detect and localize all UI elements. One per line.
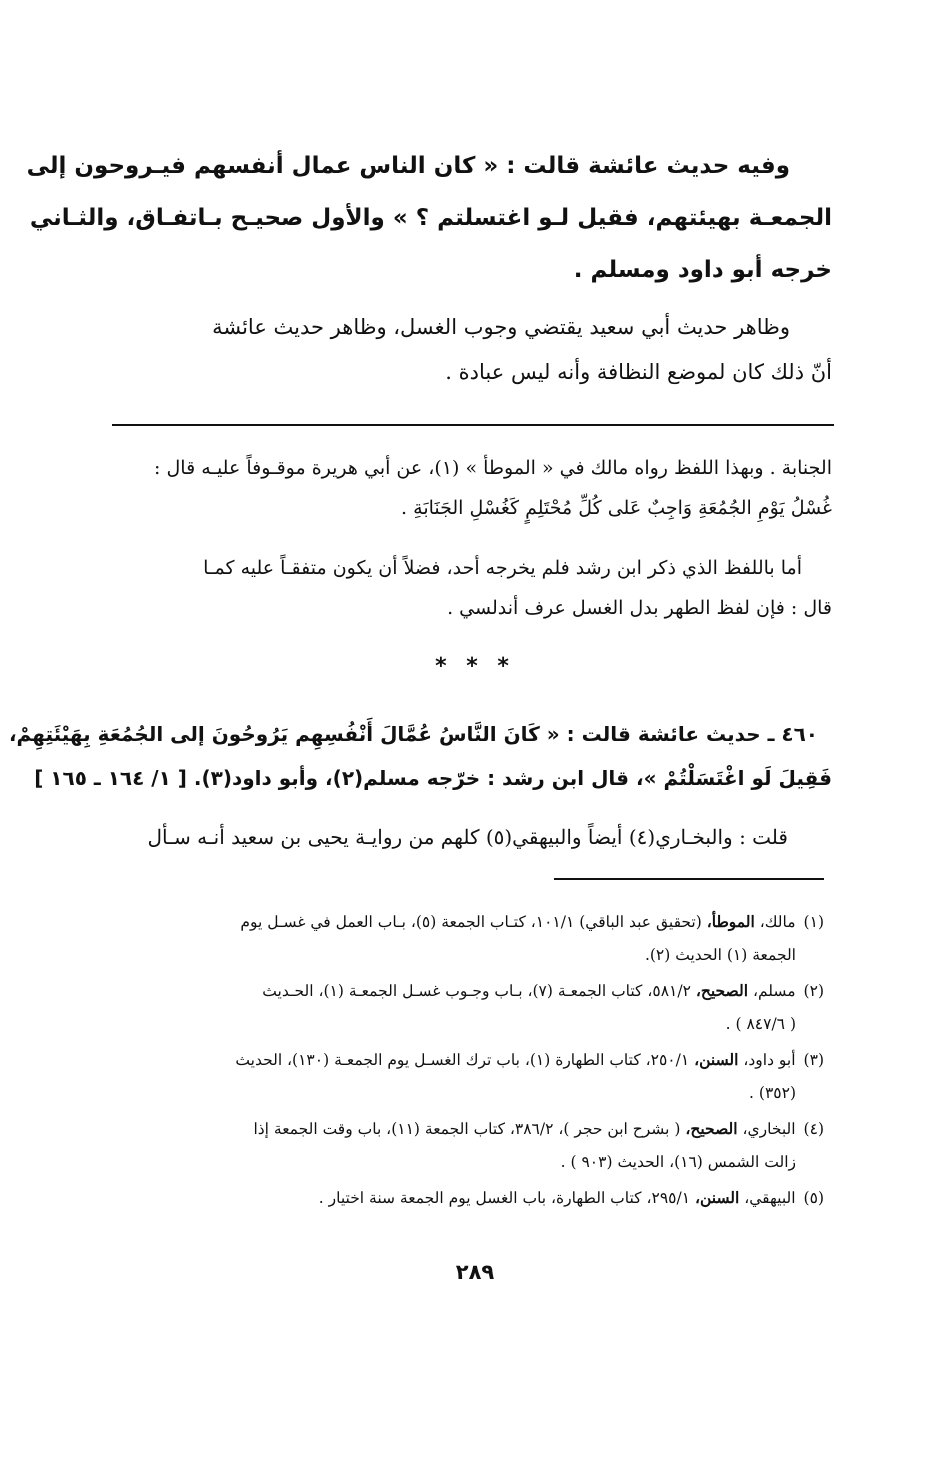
- footnote-line: [112, 1043, 824, 1077]
- footnote-number: (٣): [803, 1051, 824, 1069]
- footnote-number: (٢): [803, 982, 824, 1000]
- footnote-divider: [554, 878, 824, 880]
- footnote-author: أبو داود،: [743, 1051, 796, 1069]
- footnote-line: (٣٥٢) .: [749, 1084, 796, 1102]
- text-line: وظاهر حديث أبي سعيد يقتضي وجوب الغسل، وظاهر حديث عائشة: [212, 315, 790, 339]
- second-paragraph: [112, 305, 832, 395]
- footnote-line: [112, 1181, 824, 1215]
- text-line: غُسْلُ يَوْمِ الجُمُعَةِ وَاجِبٌ عَلى كُلِّ مُحْتَلِمٍ كَغُسْلِ الجَنَابَةِ .: [401, 497, 832, 519]
- continued-note-paragraph-2: [112, 548, 832, 628]
- footnote-line: الجمعة (١) الحديث (٢).: [644, 946, 796, 964]
- footnote-text: ٢٥٠/١، كتاب الطهارة (١)، باب ترك الغسـل يوم الجمعـة (١٣٠)، الحديث: [235, 1051, 690, 1069]
- footnote-number: (٥): [803, 1189, 824, 1207]
- footnote: [112, 1112, 824, 1179]
- text-line: خرجه أبو داود ومسلم .: [573, 257, 832, 283]
- text-line: قلت : والبخـاري(٤) أيضاً والبيهقي(٥) كلهم من روايـة يحيى بن سعيد أنـه سـأل: [147, 825, 788, 849]
- hadith-entry: [8, 712, 832, 800]
- footnote-line: [112, 1112, 824, 1146]
- footnote-author: البخاري،: [742, 1120, 796, 1138]
- footnote-number: (١): [803, 913, 824, 931]
- text-line: الجمعـة بهيئتهم، فقيل لـو اغتسلتم ؟ » والأول صحيـح بـاتفـاق، والثـاني: [29, 205, 832, 231]
- continued-note-paragraph: [112, 448, 832, 528]
- text-line: أنّ ذلك كان لموضع النظافة وأنه ليس عبادة .: [445, 360, 832, 384]
- author-note-paragraph: [112, 815, 832, 859]
- footnote-text: (تحقيق عبد الباقي) ١٠١/١، كتـاب الجمعة (٥)، بـاب العمل في غسـل يوم: [240, 913, 702, 931]
- text-line: الجنابة . وبهذا اللفظ رواه مالك في « الموطأ » (١)، عن أبي هريرة موقـوفاً عليـه قال :: [154, 457, 832, 479]
- section-divider: [112, 424, 834, 426]
- footnote-title: الصحيح،: [685, 1119, 738, 1138]
- footnote-line: ( ٨٤٧/٦ ) .: [725, 1015, 796, 1033]
- footnote-author: البيهقي،: [744, 1189, 796, 1207]
- footnote-title: السنن،: [694, 1188, 740, 1207]
- footnote-title: الصحيح،: [695, 981, 749, 1000]
- footnote-line: زالت الشمس (١٦)، الحديث (٩٠٣ ) .: [560, 1153, 796, 1171]
- footnote: [112, 905, 824, 972]
- footnote: [112, 1043, 824, 1110]
- footnote-line: [112, 905, 824, 939]
- footnote-text: ٥٨١/٢، كتاب الجمعـة (٧)، بـاب وجـوب غسـل الجمعـة (١)، الحـديث: [262, 982, 691, 1000]
- footnote: [112, 1181, 824, 1215]
- footnote-author: مالك،: [759, 913, 796, 931]
- text-line: قال : فإن لفظ الطهر بدل الغسل عرف أندلسي .: [447, 597, 832, 619]
- text-line: فَقِيلَ لَو اغْتَسَلْتُمْ »، قال ابن رشد : خرّجه مسلم(٢)، وأبو داود(٣). [ ١/ ١٦٤ ـ ١٦٥ ]: [34, 766, 832, 790]
- footnote-line: [112, 974, 824, 1008]
- text-line: وفيه حديث عائشة قالت : « كان الناس عمال أنفسهم فيـروحون إلى: [26, 153, 790, 179]
- asterism-separator: * * *: [435, 654, 515, 679]
- commentary-paragraph: [26, 140, 832, 296]
- text-line: أما باللفظ الذي ذكر ابن رشد فلم يخرجه أحد، فضلاً أن يكون متفقـاً عليه كمـا: [203, 557, 802, 579]
- footnote-text: ( بشرح ابن حجر )، ٣٨٦/٢، كتاب الجمعة (١١)، باب وقت الجمعة إذا: [253, 1120, 681, 1138]
- footnote-title: السنن،: [694, 1050, 739, 1069]
- footnotes: [112, 905, 824, 1217]
- text-line: ٤٦٠ ـ حديث عائشة قالت : « كَانَ النَّاسُ عُمَّالَ أَنْفُسِهِم يَرُوحُونَ إلى الجُمُعَةِ بِهَيْئَتِهِمْ،: [8, 722, 818, 746]
- footnote-title: الموطأ،: [706, 912, 755, 931]
- footnote-number: (٤): [803, 1120, 824, 1138]
- page-number: ٢٨٩: [455, 1260, 495, 1284]
- footnote-author: مسلم،: [752, 982, 796, 1000]
- footnote-text: ٢٩٥/١، كتاب الطهارة، باب الغسل يوم الجمعة سنة اختيار .: [318, 1189, 691, 1207]
- footnote: [112, 974, 824, 1041]
